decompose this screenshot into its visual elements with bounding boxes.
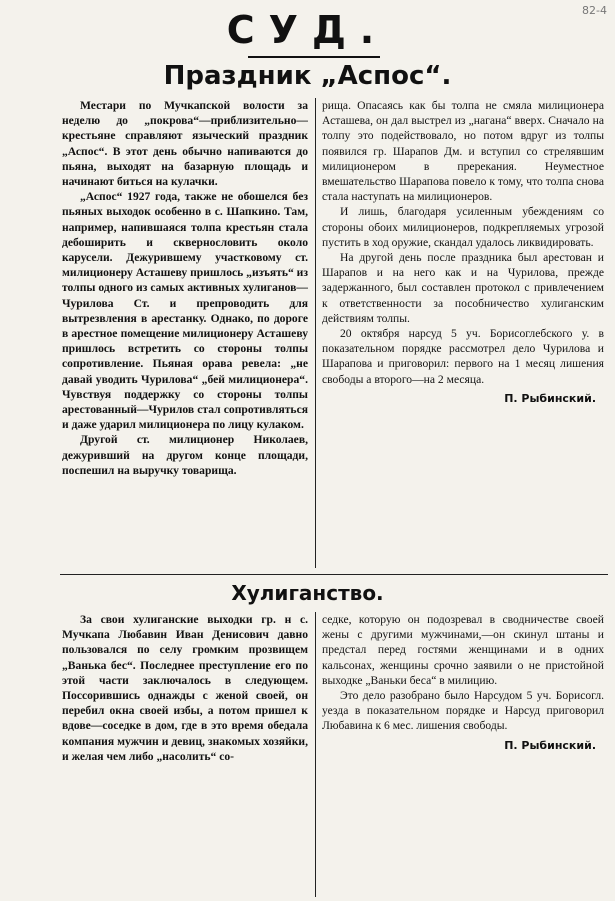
- page-mark: 82-4: [582, 4, 607, 17]
- article1-paragraph: И лишь, благодаря усиленным убеждениям со стороны обоих милиционеров, подкрепляемых угрозой пустить в ход оружие, скандал удалось ликвидировать.: [322, 205, 604, 249]
- article2-headline: Хулиганство.: [231, 581, 384, 605]
- article2-paragraph: Это дело разобрано было Нарсудом 5 уч. Борисогл. уезда в показательном порядке и Нарсуд приговорил Любавина к 6 мес. лишения свободы.: [322, 689, 604, 733]
- column-divider: [315, 98, 316, 568]
- article2-paragraph: седке, которую он подозревал в сводничестве своей жены с другими мужчинами,—он скинул штаны и предстал перед гостями женщинами и в одних кальсонах, женщины срочно заявили о не пристойной выходке „Ваньки беса“ в милицию.: [322, 613, 604, 687]
- article-divider: [60, 574, 608, 575]
- article1-paragraph: 20 октября нарсуд 5 уч. Борисоглебского у. в показательном порядке рассмотрел дело Чурилова и Шарапова и приговорил: первого на 1 месяц лишения свободы а второго—на 2 месяца.: [322, 327, 604, 386]
- article2-paragraph: За свои хулиганские выходки гр. н с. Мучкапа Любавин Иван Денисович давно пользовался по селу громким прозвищем „Ванька бес“. Последнее преступление его по этой части заключалось в следующем. Поссорившись однажды с женой своей, он перебил окна своей избы, а потом пришел к вдове—соседке в дом, где в это время обедала компания мужчин и девиц, знакомых хозяйки, и желая чем либо „насолить“ со-: [62, 613, 308, 763]
- article1-paragraph: Местари по Мучкапской волости за неделю до „покрова“—приблизительно—крестьяне справляют языческий праздник „Аспос“. В этот день обычно напиваются до пьяна, выходят на базарную площадь и начинают биться на кулачки.: [62, 99, 308, 189]
- article1-paragraph: Другой ст. милиционер Николаев, дежуривший на другом конце площади, поспешил на выручку товарища.: [62, 433, 308, 477]
- article2-right-column: [322, 612, 604, 897]
- article1-paragraph: На другой день после праздника был арестован и Шарапов и на него как и на Чурилова, прежде задержанного, был составлен протокол с привлечением к ответственности за пособничество хулиганским действиям толпы.: [322, 251, 604, 325]
- column-divider: [315, 612, 316, 897]
- article1-paragraph: рища. Опасаясь как бы толпа не смяла милиционера Асташева, он дал выстрел из „нагана“ вверх. Сначало на толпу это подействовало, но потом вдруг из толпы появился гр. Шарапов Дм. и вступил со стрелявшим милиционером в пререкания. Неуместное вмешательство Шарапова повело к тому, что толпа снова стала наступать на милиционеров.: [322, 99, 604, 204]
- title-underline: [248, 56, 380, 58]
- article1-left-column: [62, 98, 308, 568]
- article2-left-column: [62, 612, 308, 897]
- article1-signature: П. Рыбинский.: [504, 391, 596, 405]
- article1-paragraph: „Аспос“ 1927 года, также не обошелся без пьяных выходок особенно в с. Шапкино. Там, например, напившаяся толпа крестьян стала дебоширить и сквернословить около карусели. Дежурившему участковому ст. милиционеру Асташеву пришлось „изъять“ из толпы одного из самых активных хулиганов—Чурилова Ст. и препроводить для вытрезвления в арестанку. Однако, по дороге в арестное помещение милиционеру Асташеву пришлось встретить со стороны толпы сопротивление. Пьяная орава ревела: „не давай уводить Чурилова“ „бей милиционера“. Чувствуя поддержку со стороны толпы арестованный—Чурилов стал сопротивляться и даже ударил милиционера по лицу кулаком.: [62, 190, 308, 432]
- article2-signature: П. Рыбинский.: [504, 738, 596, 752]
- section-title: СУД.: [226, 8, 389, 52]
- article1-right-column: [322, 98, 604, 568]
- article1-headline: Праздник „Аспос“.: [163, 61, 452, 91]
